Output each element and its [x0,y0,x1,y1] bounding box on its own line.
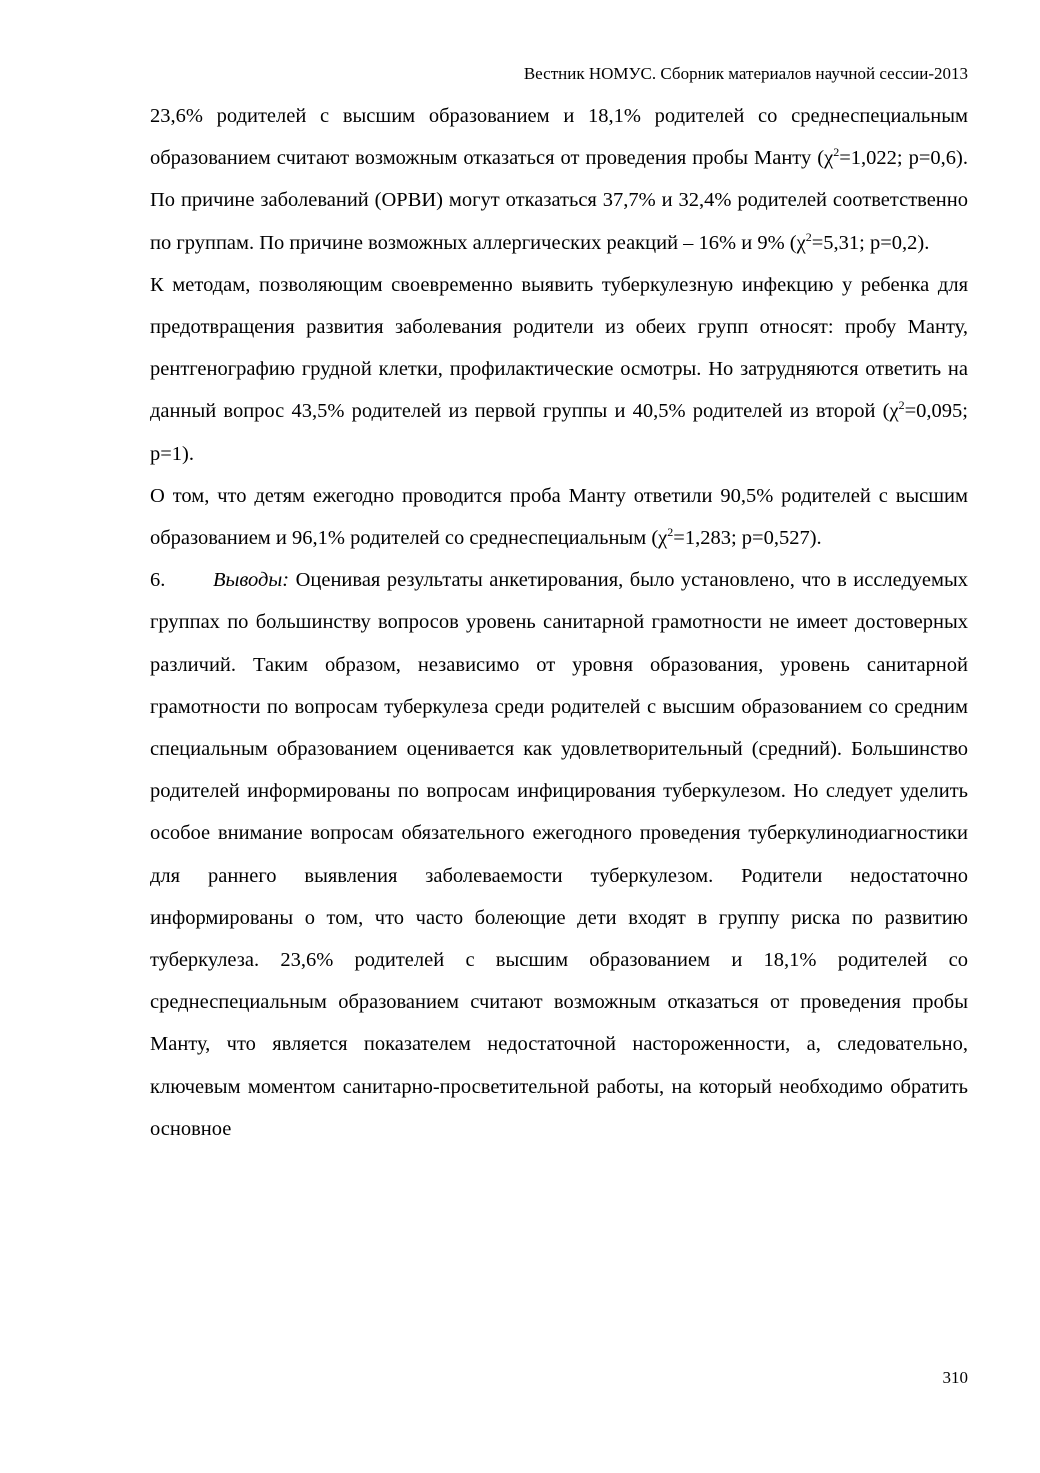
superscript: 2 [805,229,812,244]
paragraph-text: О том, что детям ежегодно проводится проба Манту ответили 90,5% родителей с высшим образованием и 96,1% родителей со среднеспециальным (χ [150,484,968,550]
superscript: 2 [833,145,840,160]
section-number: 6. [150,569,166,592]
running-header: Вестник НОМУС. Сборник материалов научной сессии-2013 [523,64,968,83]
paragraph-text: Оценивая результаты анкетирования, было установлено, что в исследуемых группах по большинству вопросов уровень санитарной грамотности не имеет достоверных различий. Таким образом, независимо от уровня образования, уровень санитарной грамотности по вопросам туберкулеза среди родителей с высшим образованием со средним специальным образованием оценивается как удовлетворительный (средний). Большинство родителей информированы по вопросам инфицирования туберкулезом. Но следует уделить особое внимание вопросам обязательного ежегодного проведения туберкулинодиагностики для раннего выявления заболеваемости туберкулезом. Родители недостаточно информированы о том, что часто болеющие дети входят в группу риска по развитию туберкулеза. 23,6% родителей с высшим образованием и 18,1% родителей со среднеспециальным образованием считают возможным отказаться от проведения пробы Манту, что является показателем недостаточной настороженности, а, следовательно, ключевым моментом санитарно-просветительной работы, на который необходимо обратить основное [150,569,968,1140]
superscript: 2 [898,398,905,413]
paragraph-text: =1,283; р=0,527). [673,527,822,550]
paragraph-text: =5,31; р=0,2). [811,231,930,254]
body-text [150,95,968,1150]
paragraph-text: К методам, позволяющим своевременно выявить туберкулезную инфекцию у ребенка для предотвращения развития заболевания родители из обеих групп относят: пробу Манту, рентгенографию грудной клетки, профилактические осмотры. Но затрудняются ответить на данный вопрос 43,5% родителей из первой группы и 40,5% родителей из второй (χ [150,273,968,423]
paragraph-text: 23,6% родителей с высшим образованием и 18,1% родителей со среднеспециальным образованием считают возможным отказаться от проведения пробы Манту (χ [150,105,968,170]
paragraph-conclusions [150,559,968,1150]
paragraph-text: =1,022; р=0,6). По причине заболеваний (ОРВИ) могут отказаться 37,7% и 32,4% родителей соответственно по группам. По причине возможных аллергических реакций – 16% и 9% (χ [150,147,968,254]
paragraph-detection-methods [150,264,968,475]
paragraph-survey-refusal [150,95,968,264]
paragraph-text: =0,095; р=1). [150,400,968,465]
superscript: 2 [667,525,674,540]
page-number: 310 [942,1368,968,1387]
section-heading: Выводы: [213,569,290,592]
paragraph-annual-mantoux [150,475,968,559]
